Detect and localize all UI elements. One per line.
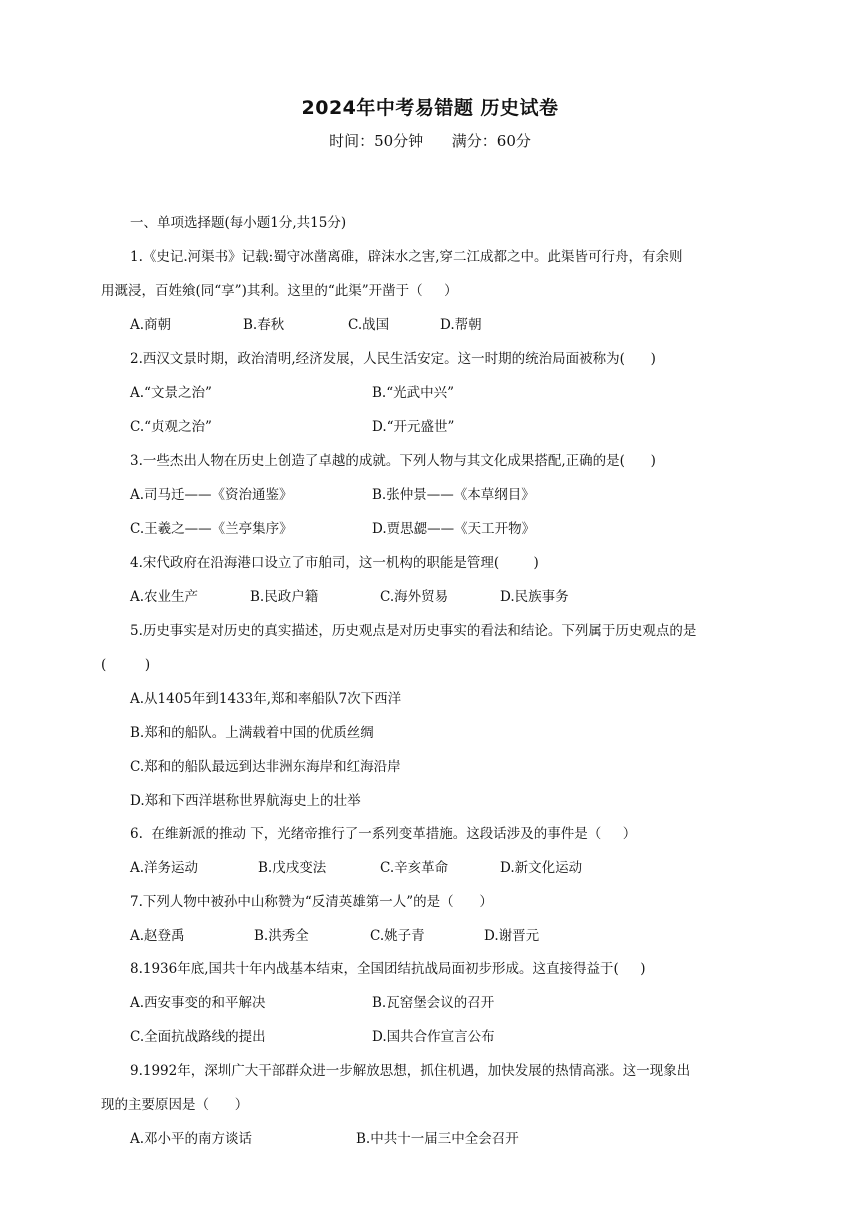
question-1-option-a: A.商朝 [130, 317, 172, 333]
question-5-stem-line-1: 5.历史事实是对历史的真实描述，历史观点是对历史事实的看法和结论。下列属于历史观点的是 [130, 623, 697, 639]
question-6-stem: 6. 在维新派的推动 下，光绪帝推行了一系列变革措施。这段话涉及的事件是（ ） [130, 826, 637, 842]
question-2-option-d: D.“开元盛世” [372, 419, 455, 435]
question-1-stem-line-2: 用溉浸，百姓飨(同“享”)其利。这里的“此渠”开凿于（ ） [101, 283, 458, 299]
question-2-stem: 2.西汉文景时期，政治清明,经济发展，人民生活安定。这一时期的统治局面被称为( ) [130, 351, 656, 367]
question-7-stem: 7.下列人物中被孙中山称赞为“反清英雄第一人”的是（ ） [130, 894, 493, 910]
question-9-option-b: B.中共十一届三中全会召开 [356, 1131, 519, 1147]
question-1-option-b: B.春秋 [243, 317, 285, 333]
question-6-option-b: B.戊戌变法 [258, 860, 327, 876]
question-6-option-c: C.辛亥革命 [380, 860, 449, 876]
question-5-stem-line-2: ( ) [101, 657, 151, 673]
question-3-option-b: B.张仲景——《本草纲目》 [372, 487, 535, 503]
question-6-option-d: D.新文化运动 [500, 860, 583, 876]
question-2-option-c: C.“贞观之治” [130, 419, 212, 435]
question-4-option-d: D.民族事务 [500, 589, 569, 605]
question-4-stem: 4.宋代政府在沿海港口设立了市舶司，这一机构的职能是管理( ) [130, 555, 539, 571]
question-5-option-b: B.郑和的船队。上满载着中国的优质丝绸 [130, 725, 374, 741]
question-2-option-b: B.“光武中兴” [372, 385, 455, 401]
question-3-option-c: C.王羲之——《兰亭集序》 [130, 521, 293, 537]
question-1-option-d: D.帮朝 [440, 317, 482, 333]
question-5-option-c: C.郑和的船队最远到达非洲东海岸和红海沿岸 [130, 759, 401, 775]
question-9-stem-line-2: 现的主要原因是（ ） [101, 1097, 249, 1113]
question-1-option-c: C.战国 [348, 317, 390, 333]
question-8-stem: 8.1936年底,国共十年内战基本结束，全国团结抗战局面初步形成。这直接得益于( ) [130, 961, 646, 977]
exam-subtitle: 时间：50分钟 满分：60分 [329, 132, 531, 150]
question-9-option-a: A.邓小平的南方谈话 [130, 1131, 253, 1147]
question-8-option-b: B.瓦窑堡会议的召开 [372, 995, 495, 1011]
question-7-option-a: A.赵登禹 [130, 928, 185, 944]
question-3-option-a: A.司马迁——《资治通鉴》 [130, 487, 293, 503]
question-4-option-c: C.海外贸易 [380, 589, 449, 605]
question-7-option-d: D.谢晋元 [484, 928, 540, 944]
question-4-option-b: B.民政户籍 [250, 589, 319, 605]
question-8-option-d: D.国共合作宣言公布 [372, 1029, 495, 1045]
question-5-option-d: D.郑和下西洋堪称世界航海史上的壮举 [130, 793, 361, 809]
question-7-option-b: B.洪秀全 [254, 928, 309, 944]
question-4-option-a: A.农业生产 [130, 589, 199, 605]
question-3-stem: 3.一些杰出人物在历史上创造了卓越的成就。下列人物与其文化成果搭配,正确的是( ) [130, 453, 656, 469]
question-9-stem-line-1: 9.1992年，深圳广大干部群众进一步解放思想，抓住机遇，加快发展的热情高涨。这一现象出 [130, 1063, 691, 1079]
question-6-option-a: A.洋务运动 [130, 860, 199, 876]
question-3-option-d: D.贾思勰——《天工开物》 [372, 521, 536, 537]
exam-title: 2024年中考易错题 历史试卷 [301, 97, 559, 119]
question-1-stem-line-1: 1.《史记.河渠书》记载:蜀守冰凿离碓，辟沫水之害,穿二江成都之中。此渠皆可行舟，有余则 [130, 249, 683, 265]
question-7-option-c: C.姚子青 [370, 928, 425, 944]
question-8-option-a: A.西安事变的和平解决 [130, 995, 266, 1011]
question-5-option-a: A.从1405年到1433年,郑和率船队7次下西洋 [130, 691, 402, 707]
section-heading: 一、单项选择题(每小题1分,共15分) [130, 215, 347, 231]
question-2-option-a: A.“文景之治” [130, 385, 212, 401]
question-8-option-c: C.全面抗战路线的提出 [130, 1029, 266, 1045]
